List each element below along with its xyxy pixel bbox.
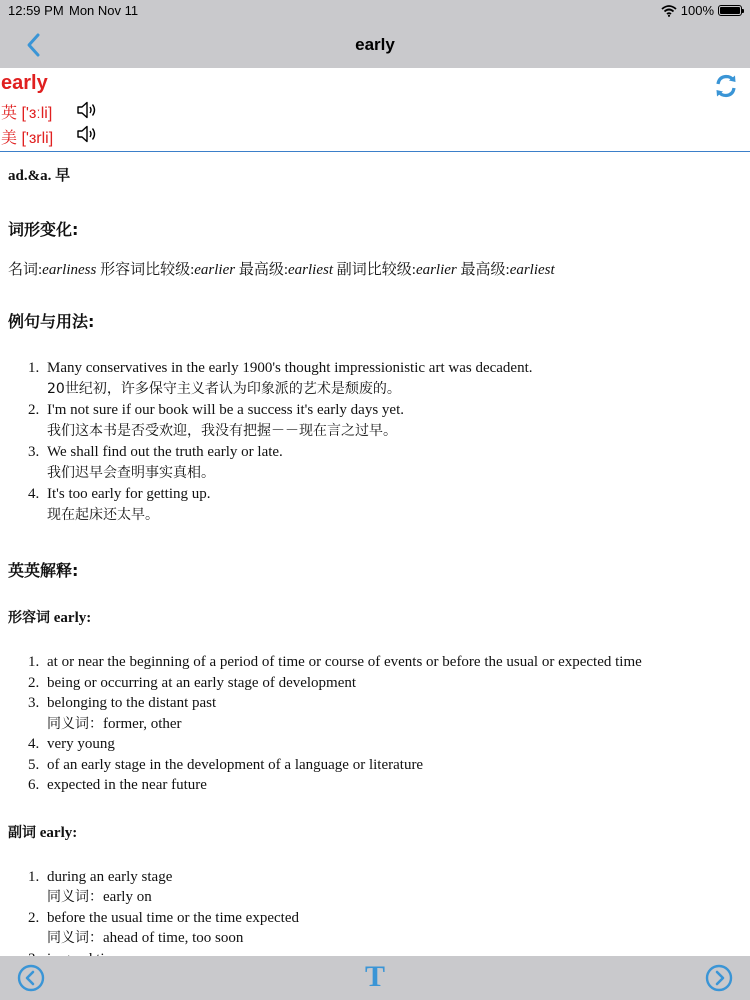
status-time: 12:59 PM [8, 3, 64, 18]
synonym-label: 同义词： [47, 715, 103, 732]
definition-text: being or occurring at an early stage of development [47, 674, 357, 691]
item-number: 3. [28, 444, 40, 460]
wifi-icon [661, 5, 677, 17]
list-item [28, 775, 742, 796]
status-right [661, 3, 742, 18]
list-item [28, 358, 742, 400]
status-date: Mon Nov 11 [69, 3, 139, 18]
example-zh: 我们这本书是否受欢迎，我没有把握－－现在言之过早。 [47, 423, 397, 439]
synonym-label: 同义词： [47, 930, 103, 946]
synonym-label: 同义词： [47, 889, 103, 905]
forms-title: 词形变化: [8, 220, 79, 239]
example-en: It's too early for getting up. [47, 486, 211, 502]
adjective-word: early: [50, 610, 92, 626]
definition-content[interactable] [0, 153, 750, 956]
form-label: 最高级: [456, 262, 510, 278]
example-zh: 现在起床还太早。 [47, 507, 159, 523]
english-title: 英英解释: [8, 561, 79, 580]
item-number: 1. [28, 868, 40, 885]
form-label: 副词比较级: [333, 262, 416, 278]
part-of-speech: ad.&a. 早 [8, 168, 71, 184]
item-number: 2. [28, 402, 40, 418]
word-forms [8, 258, 742, 279]
circle-chevron-right-icon[interactable] [705, 964, 733, 992]
adjective-title [8, 607, 742, 627]
list-item [28, 908, 742, 949]
list-item [28, 734, 742, 755]
definition-text: expected in the near future [47, 777, 207, 793]
nav-bar [0, 22, 750, 68]
item-number: 2. [28, 909, 40, 926]
adverb-label: 副词 [8, 824, 36, 841]
definition-text: of an early stage in the development of a language or literature [47, 756, 424, 773]
form-value: earliest [288, 262, 334, 278]
item-number: 1. [28, 360, 40, 376]
definition-text: before the usual time or the time expected [47, 909, 299, 926]
example-list [8, 358, 742, 526]
adverb-word: early: [36, 824, 78, 841]
definition-text: belonging to the distant past [47, 695, 217, 711]
item-number: 1. [28, 654, 40, 670]
form-label: 最高级: [235, 262, 289, 278]
definition-text: at or near the beginning of a period of time or course of events or before the usual or expected time [47, 654, 642, 670]
form-value: earlier [194, 262, 236, 278]
item-number: 2. [28, 674, 40, 691]
item-number: 5. [28, 756, 40, 773]
item-number: 4. [28, 736, 40, 752]
word-header [0, 68, 750, 152]
status-bar [0, 0, 750, 22]
us-pronunciation: 美 ['ɜrli] [1, 130, 54, 147]
adjective-label: 形容词 [8, 610, 50, 626]
form-label: 名词: [8, 262, 43, 278]
battery-icon [718, 5, 742, 16]
headword: early [1, 72, 48, 94]
adjective-definitions [8, 652, 742, 796]
example-zh: 20世纪初，许多保守主义者认为印象派的艺术是颓废的。 [47, 381, 401, 397]
list-item [28, 442, 742, 484]
example-zh: 我们迟早会查明事实真相。 [47, 465, 215, 481]
list-item [28, 673, 742, 694]
page-title: early [355, 35, 395, 54]
list-item [28, 652, 742, 673]
definition-text: during an early stage [47, 868, 173, 885]
item-number: 4. [28, 486, 40, 502]
font-size-button[interactable]: T [364, 960, 385, 993]
example-en: I'm not sure if our book will be a success it's early days yet. [47, 402, 404, 418]
bottom-toolbar [0, 956, 750, 1000]
item-number: 3. [28, 695, 40, 711]
circle-chevron-left-icon[interactable] [17, 964, 45, 992]
synonym-text: former, other [103, 715, 182, 732]
definition-text: very young [47, 736, 115, 752]
battery-percent: 100% [680, 3, 714, 18]
form-label: 形容词比较级: [96, 262, 195, 278]
example-en: We shall find out the truth early or late. [47, 444, 283, 460]
form-value: earliness [42, 262, 97, 278]
examples-title: 例句与用法: [8, 312, 95, 331]
synonym-text: ahead of time, too soon [103, 930, 244, 946]
list-item [28, 693, 742, 734]
speaker-icon[interactable] [76, 100, 98, 120]
refresh-icon[interactable] [714, 73, 738, 99]
form-value: earlier [415, 262, 457, 278]
uk-pronunciation: 英 ['ɜːli] [1, 105, 53, 122]
list-item [28, 755, 742, 776]
form-value: earliest [509, 262, 555, 278]
list-item [28, 867, 742, 908]
list-item [28, 484, 742, 526]
adverb-title [8, 822, 742, 842]
speaker-icon[interactable] [76, 124, 98, 144]
example-en: Many conservatives in the early 1900's thought impressionistic art was decadent. [47, 360, 533, 376]
item-number: 6. [28, 777, 40, 793]
synonym-text: early on [103, 889, 152, 905]
list-item [28, 400, 742, 442]
